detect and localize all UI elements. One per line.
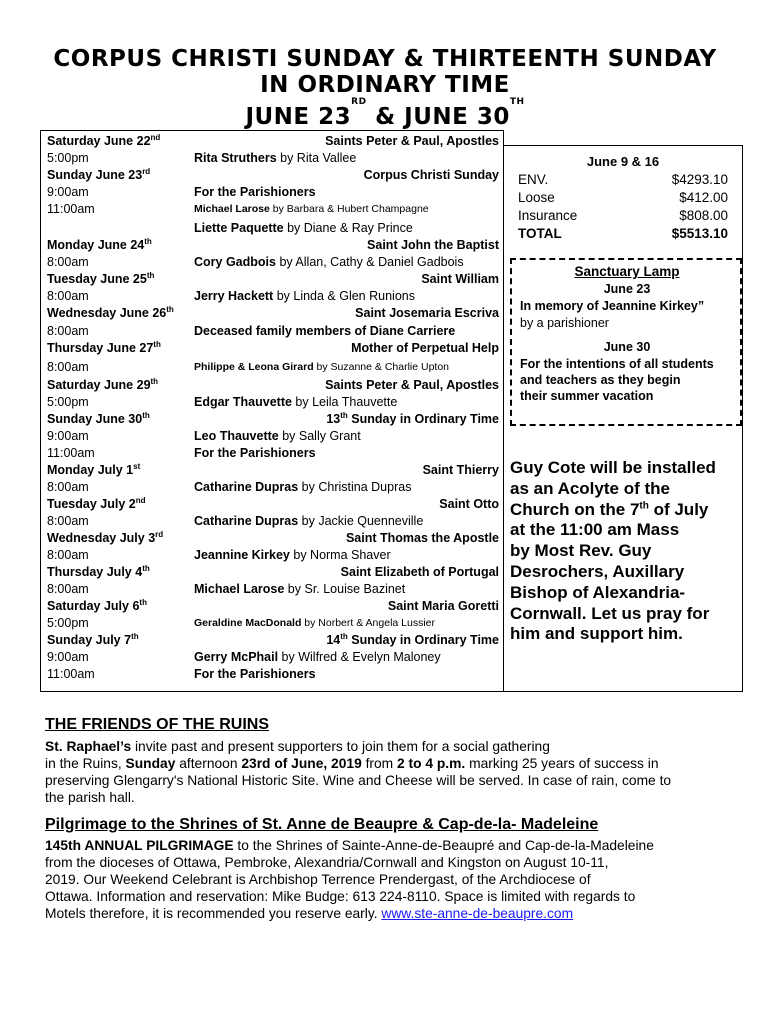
finance-row-total: TOTAL $5513.10 — [518, 226, 728, 241]
schedule-day-time: Sunday July 7th — [47, 631, 139, 647]
acolyte-line: Cornwall. Let us pray for — [510, 603, 710, 623]
schedule-feast: 13th Sunday in Ordinary Time — [326, 410, 499, 426]
schedule-day-time: 8:00am — [47, 255, 89, 269]
schedule-intention: For the Parishioners — [194, 667, 316, 681]
schedule-intention: Jeannine Kirkey by Norma Shaver — [194, 548, 391, 562]
schedule-row — [47, 513, 499, 530]
schedule-day-time: 8:00am — [47, 289, 89, 303]
schedule-intention: Catharine Dupras by Jackie Quenneville — [194, 514, 424, 528]
schedule-day-time: Saturday June 29th — [47, 376, 159, 392]
schedule-row — [47, 462, 499, 479]
acolyte-line: him and support him. — [510, 624, 683, 644]
schedule-intention: Geraldine MacDonald by Norbert & Angela Lussier — [194, 617, 436, 629]
schedule-day-time: 8:00am — [47, 324, 89, 338]
schedule-feast: Saint John the Baptist — [367, 238, 499, 252]
lamp-intent1: For the intentions of all students — [520, 357, 714, 371]
schedule-row — [47, 184, 499, 201]
acolyte-line: as an Acolyte of the — [510, 478, 670, 498]
schedule-row — [47, 615, 499, 632]
schedule-row — [47, 649, 499, 666]
schedule-intention: Gerry McPhail by Wilfred & Evelyn Maloney — [194, 650, 441, 664]
schedule-row — [47, 288, 499, 305]
schedule-row — [47, 305, 499, 322]
schedule-intention: Michael Larose by Sr. Louise Bazinet — [194, 582, 406, 596]
schedule-row — [47, 598, 499, 615]
schedule-feast: Saint William — [421, 272, 499, 286]
lamp-date1: June 23 — [603, 282, 651, 296]
schedule-intention: Edgar Thauvette by Leila Thauvette — [194, 395, 398, 409]
acolyte-line: Church on the 7th of July — [510, 499, 709, 519]
schedule-intention: Philippe & Leona Girard by Suzanne & Charlie Upton — [194, 361, 450, 373]
page-title-line2: IN ORDINARY TIME — [260, 72, 510, 98]
schedule-intention: Cory Gadbois by Allan, Cathy & Daniel Gadbois — [194, 255, 464, 269]
schedule-row — [47, 394, 499, 411]
schedule-day-time: 9:00am — [47, 650, 89, 664]
schedule-row — [47, 411, 499, 428]
schedule-day-time: Thursday June 27th — [47, 339, 161, 355]
schedule-day-time: 8:00am — [47, 582, 89, 596]
schedule-row — [47, 359, 499, 376]
schedule-intention: Leo Thauvette by Sally Grant — [194, 429, 361, 443]
schedule-day-time: Monday July 1st — [47, 461, 141, 477]
schedule-row — [47, 445, 499, 462]
schedule-day-time: Wednesday June 26th — [47, 304, 174, 320]
schedule-row — [47, 428, 499, 445]
schedule-day-time: 5:00pm — [47, 395, 89, 409]
schedule-day-time: 8:00am — [47, 480, 89, 494]
schedule-intention: Rita Struthers by Rita Vallee — [194, 151, 357, 165]
schedule-feast: Saint Elizabeth of Portugal — [340, 565, 499, 579]
finances-heading: June 9 & 16 — [586, 154, 660, 169]
schedule-day-time: Tuesday July 2nd — [47, 495, 146, 511]
mass-schedule-box — [40, 130, 504, 692]
schedule-feast: Saint Josemaria Escriva — [355, 306, 499, 320]
schedule-row — [47, 496, 499, 513]
schedule-row — [47, 479, 499, 496]
acolyte-line: by Most Rev. Guy — [510, 541, 652, 561]
schedule-day-time: 8:00am — [47, 360, 89, 374]
schedule-row — [47, 581, 499, 598]
lamp-intent3: their summer vacation — [520, 389, 654, 403]
schedule-day-time: Sunday June 30th — [47, 410, 150, 426]
schedule-row — [47, 133, 499, 150]
schedule-row — [47, 340, 499, 357]
schedule-intention: Liette Paquette by Diane & Ray Prince — [194, 221, 413, 235]
schedule-row — [47, 377, 499, 394]
schedule-feast: Saint Otto — [439, 497, 499, 511]
pilgrimage-link[interactable]: www.ste-anne-de-beaupre.com — [381, 906, 574, 921]
schedule-row — [47, 530, 499, 547]
schedule-intention: Michael Larose by Barbara & Hubert Champagne — [194, 203, 429, 215]
schedule-day-time: 5:00pm — [47, 151, 89, 165]
lamp-memory: In memory of Jeannine Kirkey” — [520, 299, 705, 313]
pilgrimage-paragraph: 145th ANNUAL PILGRIMAGE to the Shrines of Sainte-Anne-de-Beaupré and Cap-de-la-Madeleine from the dioceses of Ottawa, Pembroke, Alexandria/Cornwall and Kingston on August 10-11, 2019. Our Weekend Celebrant is Archbishop Terrence Prendergast, of the Archdiocese of Ottawa. Information and reservation: Mike Budge: 613 224-8110. Space is limited with regards to Motels therefore, it is recommended you reserve early. www.ste-anne-de-beaupre.com — [45, 838, 654, 921]
schedule-row — [47, 167, 499, 184]
page-title-line3: JUNE 23RD & JUNE 30TH — [245, 97, 525, 130]
schedule-day-time: 11:00am — [47, 667, 95, 681]
schedule-feast: Saint Maria Goretti — [387, 599, 499, 613]
schedule-row — [47, 220, 499, 237]
acolyte-notice — [510, 458, 736, 645]
schedule-intention: Deceased family members of Diane Carriere — [194, 324, 456, 338]
schedule-feast: Mother of Perpetual Help — [351, 341, 499, 355]
sanctuary-lamp-box — [510, 258, 742, 426]
schedule-row — [47, 632, 499, 649]
schedule-day-time: 11:00am — [47, 446, 95, 460]
finance-row-env: ENV. $4293.10 — [518, 172, 728, 187]
schedule-day-time: 9:00am — [47, 185, 89, 199]
schedule-row — [47, 323, 499, 340]
ruins-heading: THE FRIENDS OF THE RUINS — [45, 716, 270, 733]
schedule-row — [47, 237, 499, 254]
schedule-intention: Catharine Dupras by Christina Dupras — [194, 480, 412, 494]
schedule-day-time: 8:00am — [47, 548, 89, 562]
schedule-day-time: Saturday July 6th — [47, 597, 147, 613]
schedule-feast: Saint Thierry — [422, 463, 499, 477]
ruins-paragraph: St. Raphael’s invite past and present supporters to join them for a social gathering in the Ruins, Sunday afternoon 23rd of June, 2019 from 2 to 4 p.m. marking 25 years of success in preserving Glengarry's National Historic Site. Wine and Cheese will be served. In case of rain, come to the parish hall. — [45, 739, 672, 805]
schedule-row — [47, 201, 499, 218]
acolyte-line: Bishop of Alexandria- — [510, 582, 686, 602]
finance-row-insurance: Insurance $808.00 — [518, 208, 728, 223]
acolyte-line: Desrochers, Auxillary — [510, 561, 685, 581]
acolyte-line: Guy Cote will be installed — [510, 458, 716, 477]
schedule-day-time: 5:00pm — [47, 616, 89, 630]
schedule-row — [47, 271, 499, 288]
finance-row-loose: Loose $412.00 — [518, 190, 728, 205]
page-title-line1: CORPUS CHRISTI SUNDAY & THIRTEENTH SUNDAY — [53, 46, 717, 72]
schedule-feast: Saints Peter & Paul, Apostles — [325, 134, 499, 148]
lamp-title: Sanctuary Lamp — [574, 264, 680, 279]
schedule-intention: For the Parishioners — [194, 446, 316, 460]
lamp-intent2: and teachers as they begin — [520, 373, 681, 387]
schedule-day-time: 11:00am — [47, 202, 95, 216]
schedule-day-time: Tuesday June 25th — [47, 270, 155, 286]
schedule-row — [47, 564, 499, 581]
schedule-row — [47, 254, 499, 271]
schedule-day-time: Thursday July 4th — [47, 563, 150, 579]
schedule-feast: Saints Peter & Paul, Apostles — [325, 378, 499, 392]
schedule-feast: Saint Thomas the Apostle — [345, 531, 499, 545]
schedule-intention: Jerry Hackett by Linda & Glen Runions — [194, 289, 415, 303]
schedule-day-time: 9:00am — [47, 429, 89, 443]
schedule-feast: 14th Sunday in Ordinary Time — [326, 631, 499, 647]
schedule-row — [47, 150, 499, 167]
schedule-row — [47, 666, 499, 683]
schedule-day-time: 8:00am — [47, 514, 89, 528]
schedule-day-time: Saturday June 22nd — [47, 132, 161, 148]
schedule-intention: For the Parishioners — [194, 185, 316, 199]
schedule-day-time: Monday June 24th — [47, 236, 152, 252]
pilgrimage-heading: Pilgrimage to the Shrines of St. Anne de Beaupre & Cap-de-la- Madeleine — [45, 816, 599, 833]
lamp-by: by a parishioner — [520, 316, 609, 330]
schedule-feast: Corpus Christi Sunday — [363, 168, 499, 182]
schedule-day-time: Wednesday July 3rd — [47, 529, 164, 545]
lamp-date2: June 30 — [603, 340, 651, 354]
schedule-row — [47, 547, 499, 564]
acolyte-line: at the 11:00 am Mass — [510, 520, 680, 540]
schedule-day-time: Sunday June 23rd — [47, 166, 151, 182]
